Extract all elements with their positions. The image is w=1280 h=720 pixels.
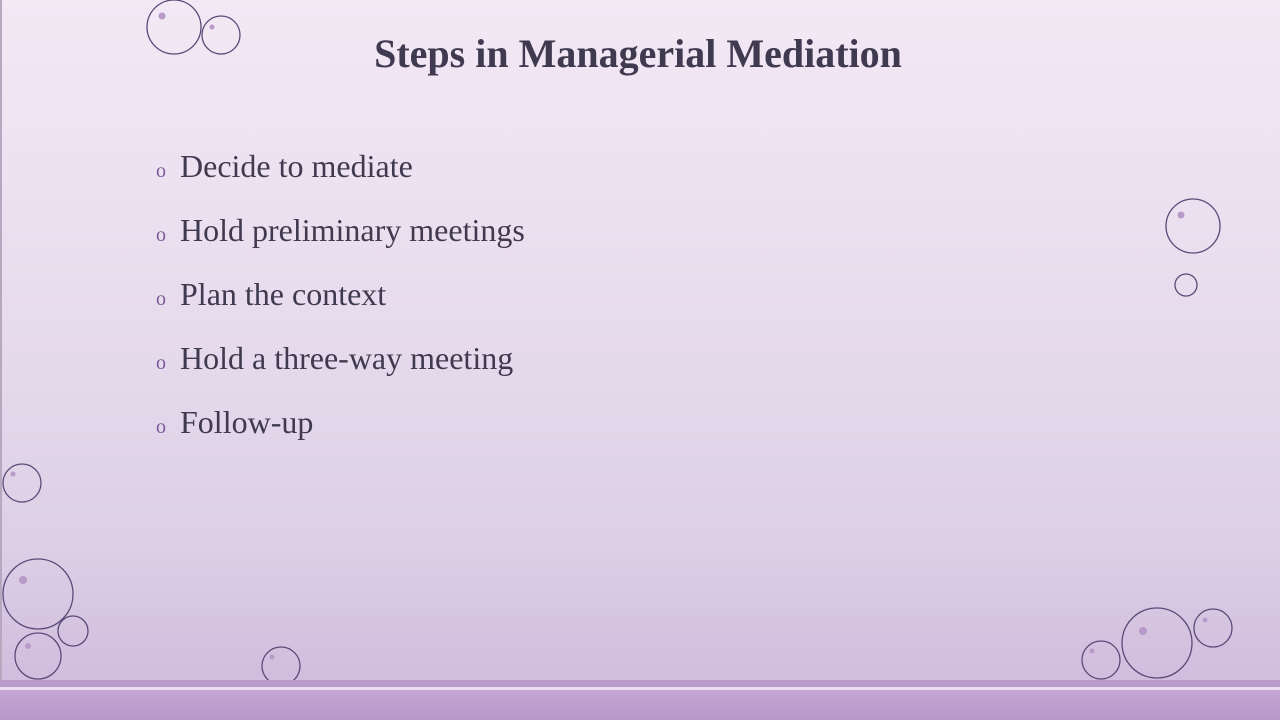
slide-title: Steps in Managerial Mediation — [374, 31, 902, 76]
bullet-text: Hold preliminary meetings — [180, 212, 525, 248]
circle-highlight — [1139, 627, 1147, 635]
circle-decoration — [58, 616, 88, 646]
circle-decoration — [1082, 641, 1120, 679]
footer-band-base — [0, 690, 1280, 720]
circle-decoration — [3, 464, 41, 502]
bullet-item — [156, 404, 525, 468]
circle-highlight — [270, 655, 275, 660]
bullet-item — [156, 276, 525, 340]
circle-highlight — [1178, 212, 1185, 219]
circle-decoration — [15, 633, 61, 679]
circle-decoration — [1194, 609, 1232, 647]
bullet-text: Follow-up — [180, 404, 314, 440]
circle-highlight — [1090, 649, 1095, 654]
bullet-marker-icon: o — [156, 416, 166, 438]
circle-decoration — [1166, 199, 1220, 253]
bullet-item — [156, 148, 525, 212]
bullet-item — [156, 340, 525, 404]
bullet-text: Decide to mediate — [180, 148, 413, 184]
bullet-text: Plan the context — [180, 276, 387, 312]
circle-highlight — [210, 25, 215, 30]
circle-highlight — [159, 13, 166, 20]
circle-highlight — [11, 472, 16, 477]
footer-band — [0, 680, 1280, 687]
bullet-list — [156, 148, 525, 468]
bullet-text: Hold a three-way meeting — [180, 340, 514, 376]
bullet-marker-icon: o — [156, 352, 166, 374]
circle-highlight — [25, 643, 31, 649]
circle-decoration — [1175, 274, 1197, 296]
bullet-marker-icon: o — [156, 224, 166, 246]
circle-highlight — [1203, 618, 1208, 623]
bullet-marker-icon: o — [156, 160, 166, 182]
bullet-item — [156, 212, 525, 276]
circle-decoration — [1122, 608, 1192, 678]
bullet-marker-icon: o — [156, 288, 166, 310]
circle-highlight — [19, 576, 27, 584]
circle-decoration — [3, 559, 73, 629]
